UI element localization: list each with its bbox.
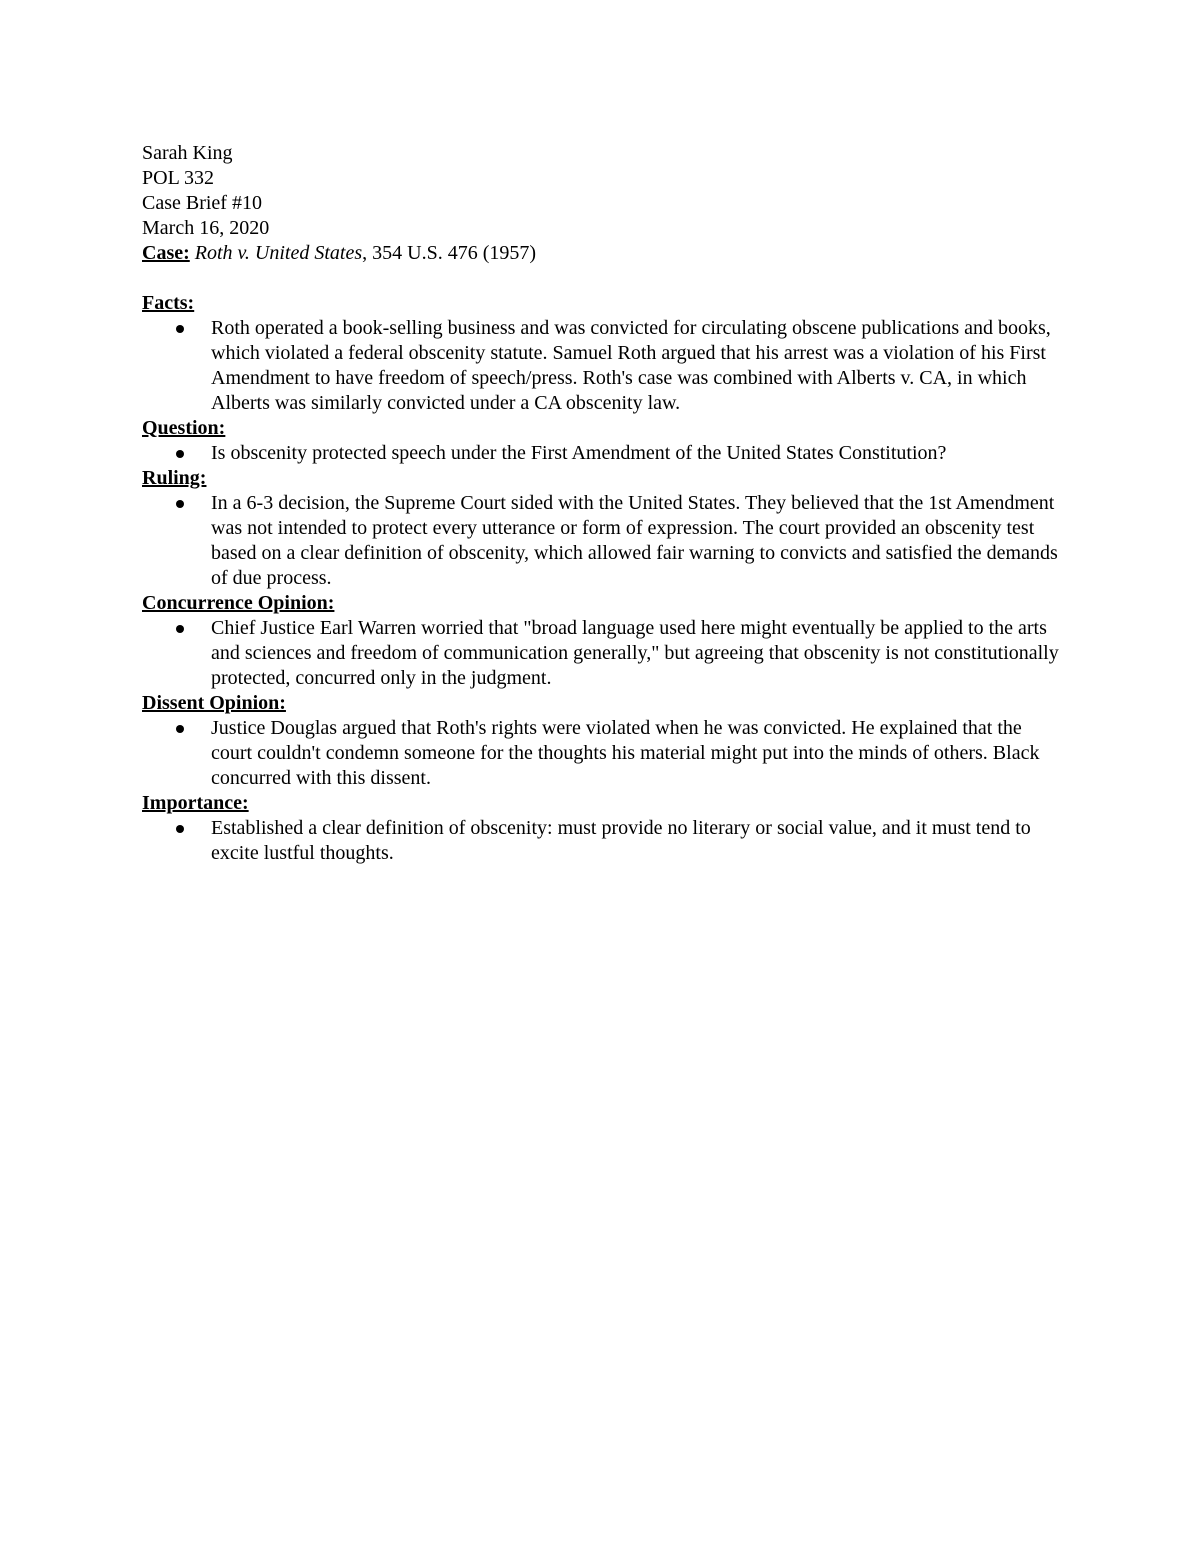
case-label: Case: <box>142 242 190 264</box>
spacer <box>142 266 1062 291</box>
section-question <box>142 416 1062 466</box>
author-name: Sarah King <box>142 142 233 164</box>
case-citation: , 354 U.S. 476 (1957) <box>362 242 537 264</box>
list-item <box>142 716 1062 791</box>
section-dissent <box>142 691 1062 791</box>
list-item <box>142 616 1062 691</box>
case-line <box>142 241 1062 266</box>
assignment-title: Case Brief #10 <box>142 192 262 214</box>
bullet-icon <box>176 625 184 633</box>
list-item-text: Is obscenity protected speech under the First Amendment of the United States Constitution? <box>211 442 947 464</box>
bullet-list-dissent <box>142 716 1062 791</box>
bullet-list-question <box>142 441 1062 466</box>
list-item <box>142 491 1062 591</box>
section-heading-ruling: Ruling: <box>142 467 207 489</box>
section-ruling <box>142 466 1062 591</box>
section-heading-dissent: Dissent Opinion: <box>142 692 286 714</box>
list-item-text: Justice Douglas argued that Roth's rights were violated when he was convicted. He explained that the court couldn't condemn someone for the thoughts his material might put into the minds of others. Black concurred with this dissent. <box>211 717 1040 789</box>
section-heading-importance: Importance: <box>142 792 249 814</box>
bullet-icon <box>176 825 184 833</box>
bullet-icon <box>176 500 184 508</box>
list-item-text: Established a clear definition of obscenity: must provide no literary or social value, and it must tend to excite lustful thoughts. <box>211 817 1031 864</box>
list-item <box>142 441 1062 466</box>
section-concurrence <box>142 591 1062 691</box>
document-date: March 16, 2020 <box>142 217 270 239</box>
section-facts <box>142 291 1062 416</box>
list-item <box>142 316 1062 416</box>
list-item <box>142 816 1062 866</box>
bullet-list-ruling <box>142 491 1062 591</box>
bullet-icon <box>176 450 184 458</box>
bullet-icon <box>176 725 184 733</box>
section-heading-question: Question: <box>142 417 226 439</box>
course-code: POL 332 <box>142 167 215 189</box>
section-importance <box>142 791 1062 866</box>
bullet-list-facts <box>142 316 1062 416</box>
bullet-list-concurrence <box>142 616 1062 691</box>
list-item-text: Roth operated a book-selling business and was convicted for circulating obscene publications and books, which violated a federal obscenity statute. Samuel Roth argued that his arrest was a violation of his First Amendment to have freedom of speech/press. Roth's case was combined with Alberts v. CA, in which Alberts was similarly convicted under a CA obscenity law. <box>211 317 1051 414</box>
case-title: Roth v. United States <box>194 242 363 264</box>
bullet-list-importance <box>142 816 1062 866</box>
list-item-text: Chief Justice Earl Warren worried that "broad language used here might eventually be applied to the arts and sciences and freedom of communication generally," but agreeing that obscenity is not constitutionally protected, concurred only in the judgment. <box>211 617 1059 689</box>
bullet-icon <box>176 325 184 333</box>
document-body <box>142 141 1062 866</box>
list-item-text: In a 6-3 decision, the Supreme Court sided with the United States. They believed that the 1st Amendment was not intended to protect every utterance or form of expression. The court provided an obscenity test based on a clear definition of obscenity, which allowed fair warning to convicts and satisfied the demands of due process. <box>211 492 1058 589</box>
section-heading-facts: Facts: <box>142 292 195 314</box>
section-heading-concurrence: Concurrence Opinion: <box>142 592 335 614</box>
